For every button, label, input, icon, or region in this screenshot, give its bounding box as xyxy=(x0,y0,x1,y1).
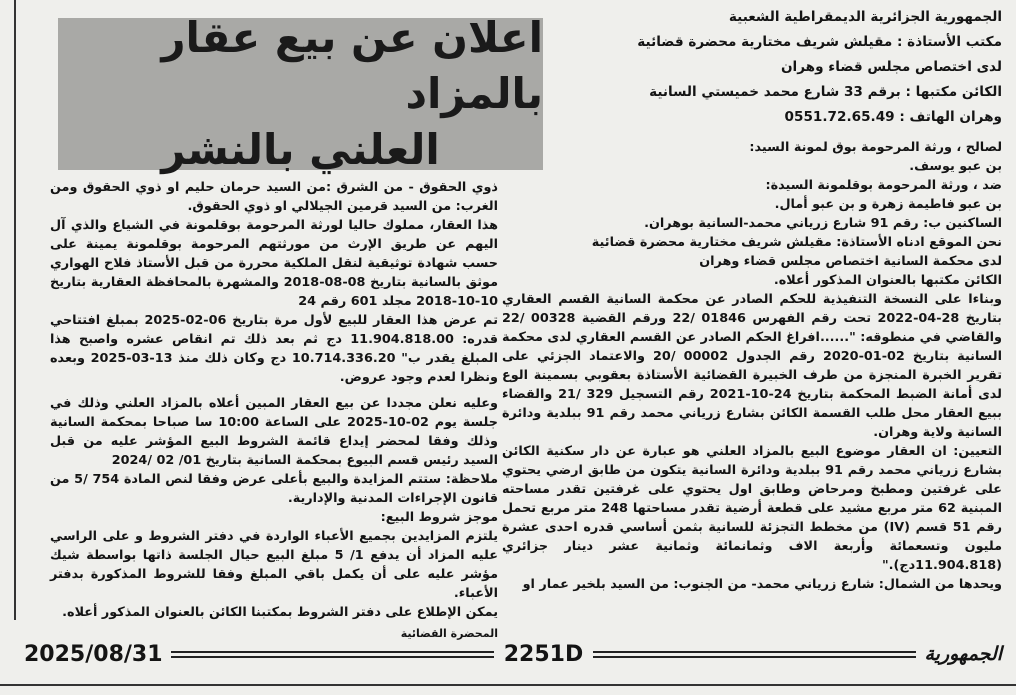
paragraph: ضد ، ورثة المرحومة بوقلمونة السيدة: xyxy=(765,178,1002,193)
paragraph: لصالح ، ورثة المرحومة بوق لمونة السيد: xyxy=(749,140,1002,155)
paragraph: لدى محكمة السانية اختصاص مجلس قضاء وهران xyxy=(699,254,1002,269)
header-republic: الجمهورية الجزائرية الديمقراطية الشعبية xyxy=(728,9,1002,25)
header-office: مكتب الأستاذة : مقيلش شريف مختارية محضرة قضائية xyxy=(637,34,1002,50)
paragraph: ذوي الحقوق - من الشرق :من السيد حرمان حليم او ذوي الحقوق ومن الغرب: من السيد قرمين الجيلالي او ذوي الحقوق. xyxy=(50,180,498,214)
bottom-divider xyxy=(0,684,1016,686)
paragraph: التعيين: ان العقار موضوع البيع بالمزاد العلني هو عبارة عن دار سكنية الكائن بشارع زرياني محمد رقم 91 ببلدية ودائرة السانية يتكون من طابق ارضي يحتوي على غرفتين ومطبخ ومرحاض وطابق اول يحتوي على غرفتين تقدر مساحته المبنية 62 متر مربع مشيد على قطعة أرضية تقدر مساحتها 248 متر مربع تحمل رقم 51 قسم (IV) من مخطط التجزئة للسانية بثمن أساسي قدره احدى عشرة مليون وتسعمائة وأربعة الاف وثمانمائة وثمانية عشر دينار جزائري (11.904.818دج)." xyxy=(502,444,1003,573)
footer-date: 2025/08/31 xyxy=(24,641,163,667)
footer-rule-right xyxy=(593,651,916,658)
announcement-banner xyxy=(58,13,543,174)
paragraph: موجز شروط البيع: xyxy=(380,510,498,525)
header-jurisdiction: لدى اختصاص مجلس قضاء وهران xyxy=(780,59,1002,75)
paragraph: الكائن مكتبها بالعنوان المذكور أعلاه. xyxy=(773,273,1002,288)
header-phone: وهران الهاتف : 0551.72.65.49 xyxy=(784,109,1002,125)
banner-title-line-1: اعلان عن بيع عقار بالمزاد xyxy=(161,13,543,118)
header-address: الكائن مكتبها : برقم 33 شارع محمد خميستي السانية xyxy=(649,84,1002,100)
paragraph: وعليه نعلن مجددا عن بيع العقار المبين أعلاه بالمزاد العلني وذلك في جلسة يوم 02-10-2025 على الساعة 10:00 سا صباحا بمحكمة السانية وذلك وفقا لمحضر إيداع قائمة الشروط البيع المؤشر عليه من قبل السيد رئيس قسم البيوع بمحكمة السانية بتاريخ 01/ 02 /2024 xyxy=(50,396,498,468)
banner-title-line-2: العلني بالنشر xyxy=(161,125,440,174)
paragraph: ويحدها من الشمال: شارع زرياني محمد- من الجنوب: من السيد بلخير عمار او xyxy=(522,577,1002,592)
paragraph: بن عبو يوسف. xyxy=(909,159,1002,174)
paragraph: وبناءا على النسخة التنفيذية للحكم الصادر عن محكمة السانية القسم العقاري بتاريخ 28-04-2022 تحت رقم الفهرس 01846 /22 ورقم القضية 00328 /22 والقاضي في منطوقه: "......افراغ الحكم الصادر عن القسم العقاري لدى محكمة السانية بتاريخ 02-01-2020 رقم الجدول 00002 /20 والاعتماد الجزئي على تقرير الخبرة المنجزة من طرف الخبيرة القضائية الأستاذة بعقوبي بسمينة الوع لدى أمانة الضبط المحكمة بتاريخ 24-10-2021 رقم التسجيل 329 /21 والقضاء ببيع العقار محل طلب القسمة الكائن بشارع زرياني محمد رقم 91 ببلدية ودائرة السانية ولاية وهران. xyxy=(502,292,1002,440)
paragraph: يلتزم المزايدين بجميع الأعباء الواردة في دفتر الشروط و على الراسي عليه المزاد أن يدفع 1/ 5 مبلغ البيع حيال الجلسة ذاتها بواسطة شيك مؤشر عليه على أن يكمل باقي المبلغ وفقا للشروط المذكورة بدفتر الأعباء. xyxy=(50,529,498,601)
left-text-column xyxy=(50,178,498,643)
paragraph: بن عبو فاطيمة زهرة و بن عبو أمال. xyxy=(774,197,1002,212)
paragraph: تم عرض هذا العقار للبيع لأول مرة بتاريخ 06-02-2025 بمبلغ افتتاحي قدره: 11.904.818.00 دج ثم بعد ذلك تم انقاص عشره واصبح هذا المبلغ يقدر ب" 10.714.336.20 دج وكان ذلك منذ 13-03-2025 وبعده ونظرا لعدم وجود عروض. xyxy=(50,313,499,385)
paragraph: نحن الموقع ادناه الأستاذة: مقيلش شريف مختارية محضرة قضائية xyxy=(591,235,1002,250)
footer-rule-left xyxy=(171,651,494,658)
paragraph: يمكن الإطلاع على دفتر الشروط بمكتبنا الكائن بالعنوان المذكور أعلاه. xyxy=(62,605,498,620)
right-text-column xyxy=(502,6,1002,594)
bailiff-signature: المحضرة القضائية xyxy=(400,627,498,640)
paragraph: ملاحظة: ستتم المزايدة والبيع بأعلى عرض وفقا لنص المادة 754 /5 من قانون الإجراءات المدنية والإدارية. xyxy=(50,472,498,506)
footer-issue-number: 2251D xyxy=(503,641,584,667)
paragraph: هذا العقار، مملوك حاليا لورثة المرحومة بوقلمونة في الشياع والذي آل اليهم عن طريق الإرث من مورثتهم المرحومة بوقلمونة يمينة على حسب شهادة توثيقية لنقل الملكية محررة من قبل الأستاذ فلاح الهواري موثق بالسانية بتاريخ 08-08-2018 والمشهرة بالمحافظة العقارية بتاريخ 10-10-2018 مجلد 601 رقم 24 xyxy=(50,218,499,309)
newspaper-logo: الجمهورية xyxy=(924,643,1003,665)
page-footer xyxy=(16,640,1002,668)
page-edge-border xyxy=(0,0,16,620)
paragraph: الساكنين ب: رقم 91 شارع زرياني محمد-السانية بوهران. xyxy=(644,216,1002,231)
